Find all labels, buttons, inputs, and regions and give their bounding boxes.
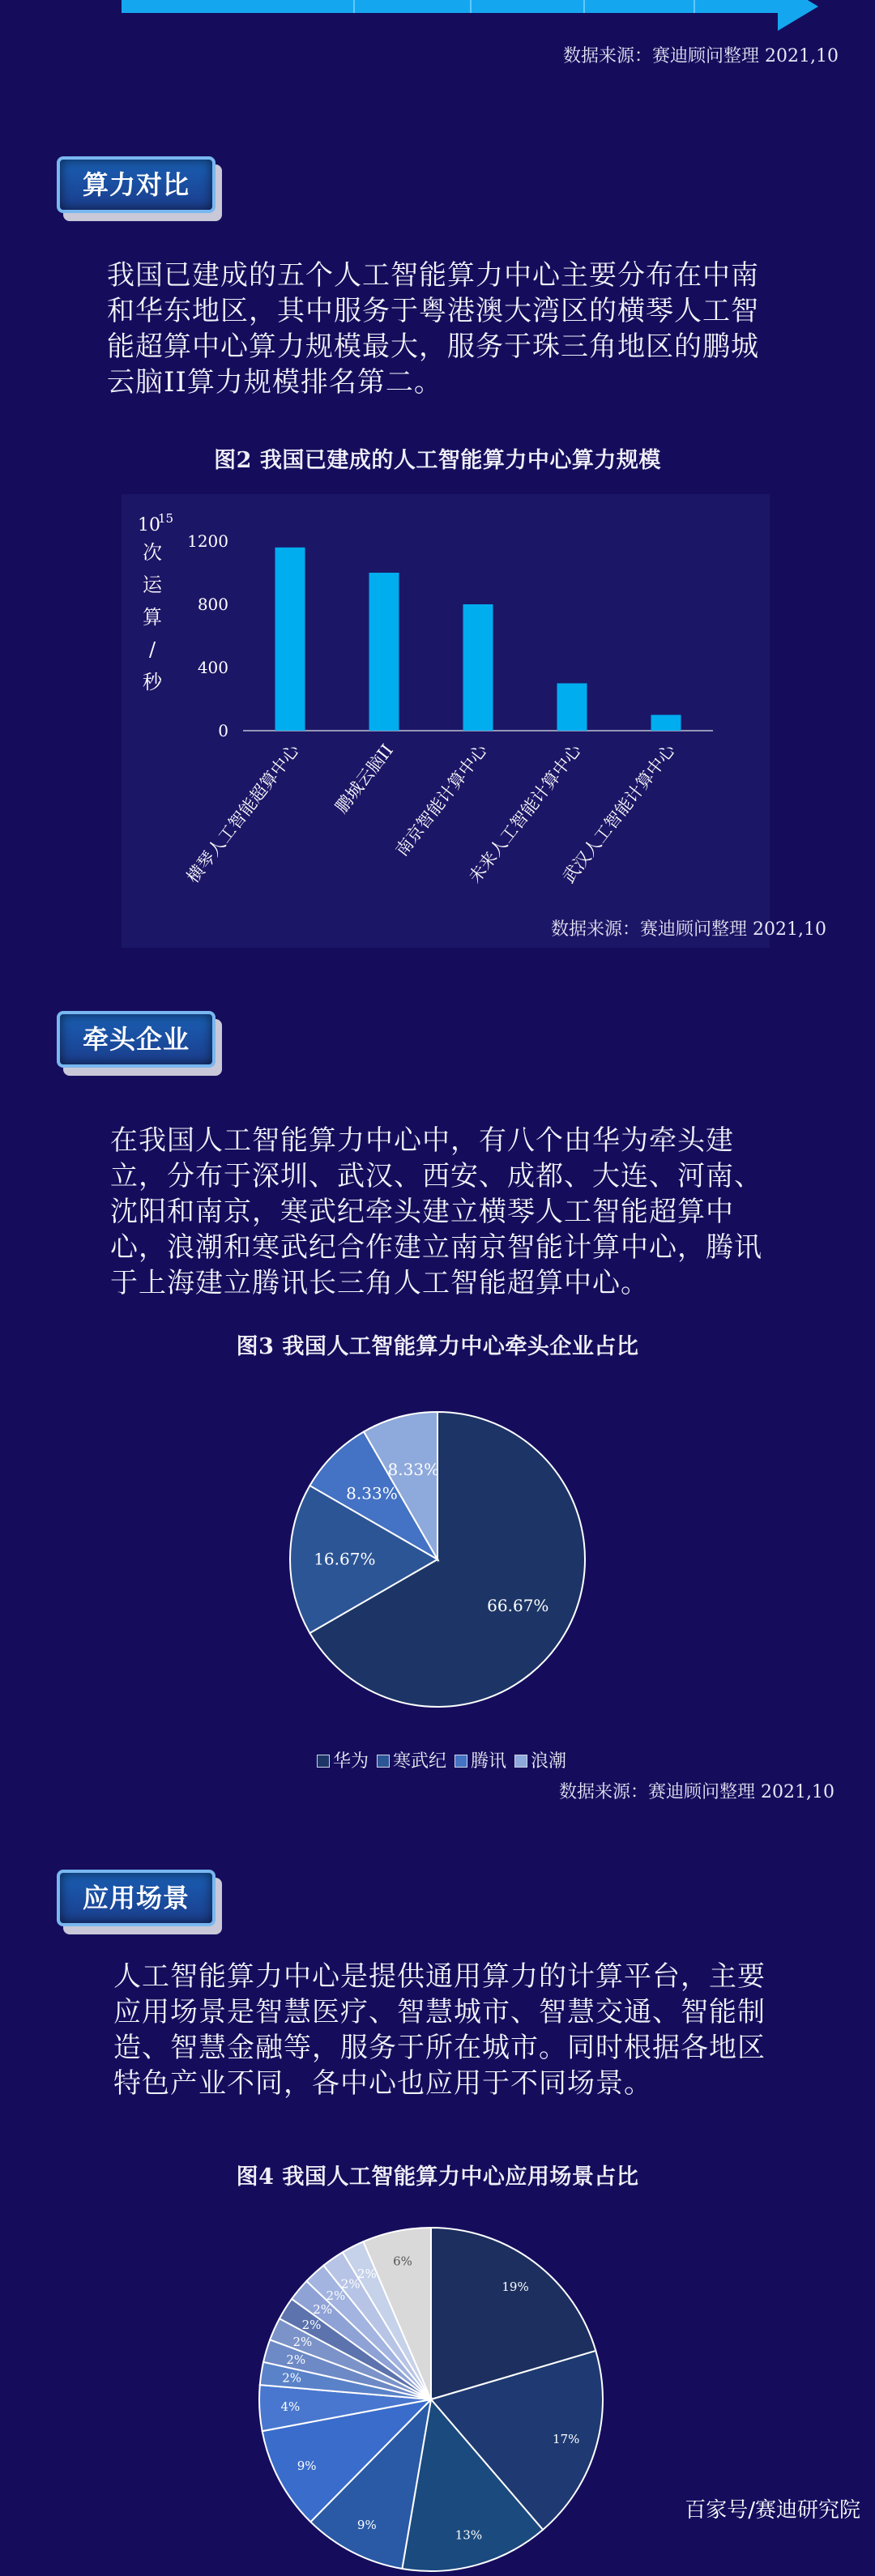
legend-label: 寒武纪 xyxy=(392,1751,446,1772)
figure-title: 图4 我国人工智能算力中心应用场景占比 xyxy=(236,2164,639,2190)
slice-label: 2% xyxy=(313,2302,333,2318)
legend-swatch xyxy=(514,1755,527,1768)
bar xyxy=(651,715,681,731)
ylabel-char: 次 xyxy=(143,541,162,564)
figure-source: 数据来源：赛迪顾问整理 2021,10 xyxy=(551,919,826,940)
slice-label: 66.67% xyxy=(487,1596,549,1616)
ylabel-char: 秒 xyxy=(143,671,162,693)
slice-label: 6% xyxy=(393,2254,412,2269)
section-paragraph: 我国已建成的五个人工智能算力中心主要分布在中南和华东地区，其中服务于粤港澳大湾区的横琴人工智能超算中心算力规模最大，服务于珠三角地区的鹏城云脑II算力规模排名第二。 xyxy=(107,259,759,399)
bar-chart xyxy=(122,494,770,948)
section-title: 算力对比 xyxy=(57,156,216,213)
figure-source: 数据来源：赛迪顾问整理 2021,10 xyxy=(559,1782,834,1802)
section-title: 应用场景 xyxy=(57,1870,216,1926)
bar-tick xyxy=(470,0,472,13)
legend-swatch xyxy=(317,1755,330,1768)
pie-chart-scenarios xyxy=(251,2220,608,2576)
bar xyxy=(463,604,493,731)
section-heading-leaders xyxy=(57,1011,211,1068)
ylabel-char: / xyxy=(148,638,156,661)
ylabel-char: 运 xyxy=(143,574,162,596)
bar-tick xyxy=(353,0,355,13)
slice-label: 8.33% xyxy=(387,1459,440,1479)
pie-chart-leaders xyxy=(267,1393,608,1734)
slice-label: 16.67% xyxy=(314,1549,376,1569)
legend-label: 腾讯 xyxy=(471,1751,507,1772)
slice-label: 2% xyxy=(301,2318,322,2333)
ylabel-power: 15 xyxy=(158,511,174,526)
legend-label: 浪潮 xyxy=(531,1751,567,1772)
slice-label: 8.33% xyxy=(346,1483,398,1503)
section-paragraph: 人工智能算力中心是提供通用算力的计算平台，主要应用场景是智慧医疗、智慧城市、智慧交通、智能制造、智慧金融等，服务于所在城市。同时根据各地区特色产业不同，各中心也应用于不同场景。 xyxy=(113,1960,766,2100)
slice-label: 13% xyxy=(455,2527,483,2543)
legend-swatch xyxy=(377,1755,390,1768)
pie-legend xyxy=(0,1747,875,1772)
slice-label: 2% xyxy=(340,2276,361,2292)
slice-label: 4% xyxy=(280,2399,301,2414)
x-tick-label: 鹏城云脑II xyxy=(331,740,397,817)
slice-label: 17% xyxy=(553,2432,580,2447)
y-tick-label: 1200 xyxy=(187,531,228,551)
legend-label: 华为 xyxy=(332,1751,369,1772)
legend-swatch xyxy=(455,1755,467,1768)
ylabel xyxy=(138,511,173,693)
figure-title: 图2 我国已建成的人工智能算力中心算力规模 xyxy=(214,448,661,473)
bar xyxy=(275,548,305,731)
arrow-head-icon xyxy=(778,0,818,31)
ylabel-base: 10 xyxy=(138,515,160,535)
figure-title: 图3 我国人工智能算力中心牵头企业占比 xyxy=(236,1334,639,1359)
top-arrow-bar xyxy=(122,0,786,13)
slice-label: 2% xyxy=(286,2352,306,2367)
watermark: 百家号/赛迪研究院 xyxy=(685,2498,860,2523)
slice-label: 2% xyxy=(356,2267,377,2282)
x-tick-label: 横琴人工智能超算中心 xyxy=(182,740,303,887)
section-paragraph: 在我国人工智能算力中心中，有八个由华为牵头建立，分布于深圳、武汉、西安、成都、大连、河南、沈阳和南京，寒武纪牵头建立横琴人工智能超算中心，浪潮和寒武纪合作建立南京智能计算中心，腾讯于上海建立腾讯长三角人工智能超算中心。 xyxy=(110,1124,762,1299)
x-tick-label: 南京智能计算中心 xyxy=(391,740,491,860)
section-heading-scenarios xyxy=(57,1870,211,1926)
slice-label: 2% xyxy=(282,2370,302,2386)
bar xyxy=(557,684,587,731)
slice-label: 9% xyxy=(297,2458,317,2473)
ylabel-char: 算 xyxy=(143,606,162,629)
x-tick-label: 武汉人工智能计算中心 xyxy=(558,740,679,887)
slice-label: 2% xyxy=(292,2334,313,2349)
section-title: 牵头企业 xyxy=(57,1011,216,1068)
y-tick-label: 400 xyxy=(197,658,228,677)
section-heading-compute xyxy=(57,156,211,213)
slice-label: 2% xyxy=(326,2288,346,2303)
x-tick-label: 未来人工智能计算中心 xyxy=(464,740,585,887)
slice-label: 19% xyxy=(502,2279,529,2294)
bar-tick xyxy=(583,0,585,13)
y-tick-label: 0 xyxy=(218,721,228,740)
top-source: 数据来源：赛迪顾问整理 2021,10 xyxy=(563,46,839,66)
bar-tick xyxy=(694,0,695,13)
slice-label: 9% xyxy=(356,2517,377,2532)
bar xyxy=(369,573,399,731)
y-tick-label: 800 xyxy=(197,595,228,614)
